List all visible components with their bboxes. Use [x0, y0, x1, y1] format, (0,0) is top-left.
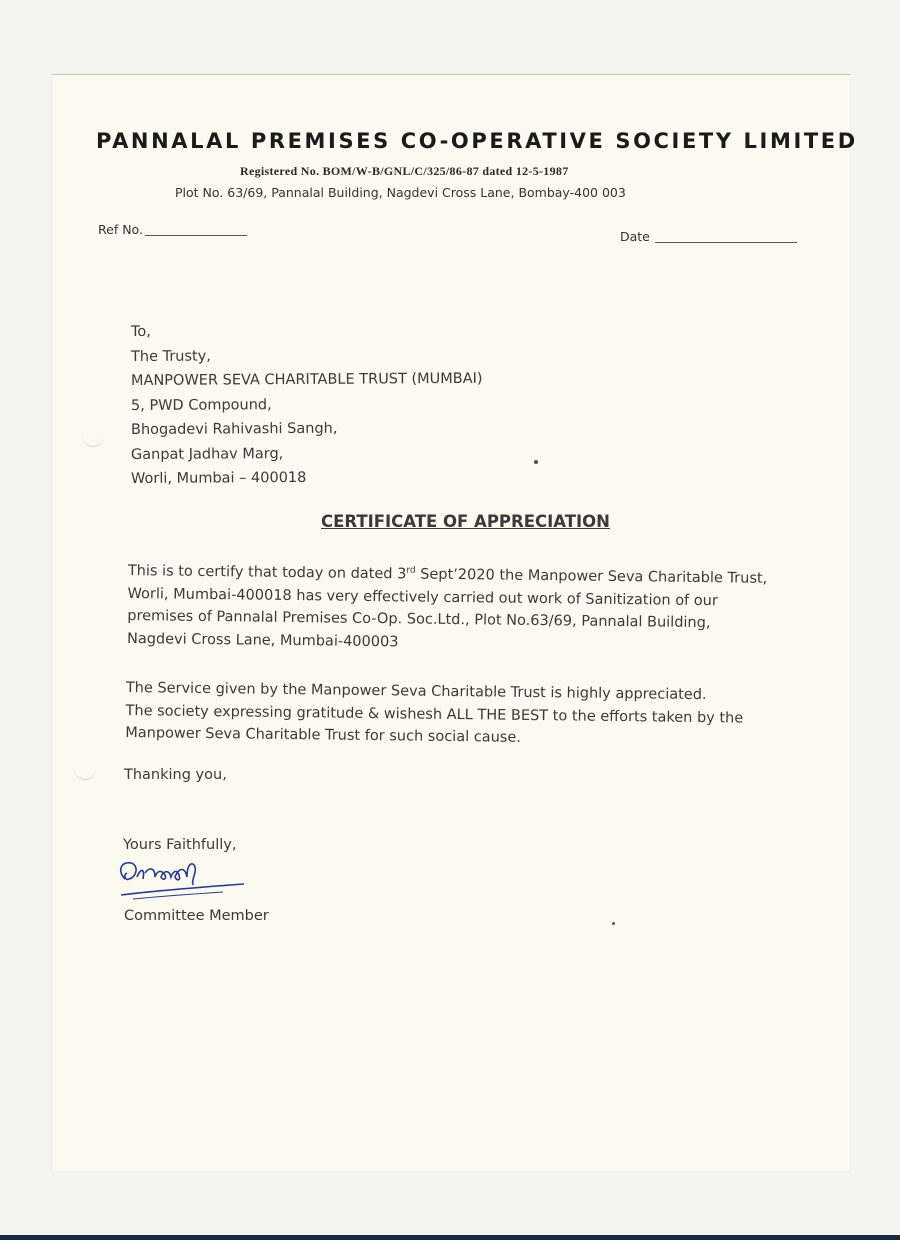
committee-member: Committee Member: [124, 908, 269, 924]
address-line: 5, PWD Compound,: [130, 396, 272, 414]
recipient-address: [131, 320, 483, 492]
scan-speck: [534, 460, 538, 464]
ref-number-field: [98, 222, 247, 237]
yours-faithfully: Yours Faithfully,: [123, 837, 237, 853]
scan-speck: [612, 922, 615, 925]
registration-number: Registered No. BOM/W-B/GNL/C/325/86-87 dated 12-5-1987: [240, 164, 569, 178]
paragraph-text: This is to certify that today on dated 3: [127, 562, 407, 583]
society-address: Plot No. 63/69, Pannalal Building, Nagdevi Cross Lane, Bombay-400 003: [175, 185, 626, 200]
paragraph-line: The society expressing gratitude & wishesh ALL THE BEST to the efforts taken by the: [125, 702, 744, 727]
ref-blank-line: [145, 235, 247, 236]
ref-label: Ref No.: [98, 222, 143, 237]
ordinal-suffix: rd: [406, 565, 416, 576]
date-label: Date: [620, 229, 650, 244]
paragraph-line: Manpower Seva Charitable Trust for such social cause.: [125, 725, 521, 747]
address-line: To,: [130, 323, 151, 340]
paragraph-line: The Service given by the Manpower Seva Charitable Trust is highly appreciated.: [125, 679, 707, 704]
paragraph-text: Sept’2020 the Manpower Seva Charitable Trust,: [415, 566, 768, 587]
paragraph-line: Worli, Mumbai-400018 has very effectively carried out work of Sanitization of our: [127, 585, 718, 609]
address-line: Ganpat Jadhav Marg,: [130, 445, 284, 463]
address-line: Bhogadevi Rahivashi Sangh,: [130, 420, 338, 438]
appreciation-paragraph: [125, 677, 743, 753]
address-line: Worli, Mumbai – 400018: [130, 469, 307, 487]
certificate-title: CERTIFICATE OF APPRECIATION: [321, 512, 610, 531]
certification-paragraph: [127, 560, 767, 659]
paragraph-line: premises of Pannalal Premises Co-Op. Soc.Ltd., Plot No.63/69, Pannalal Building,: [127, 608, 711, 632]
date-blank-line: [655, 242, 797, 243]
society-name: PANNALAL PREMISES CO-OPERATIVE SOCIETY LIMITED: [96, 129, 858, 153]
date-field: [620, 229, 797, 244]
paragraph-line: Nagdevi Cross Lane, Mumbai-400003: [126, 631, 399, 651]
address-line: MANPOWER SEVA CHARITABLE TRUST (MUMBAI): [130, 370, 483, 389]
scan-edge-strip: [0, 1235, 900, 1240]
thanking-line: Thanking you,: [124, 767, 227, 783]
address-line: The Trusty,: [130, 348, 211, 365]
